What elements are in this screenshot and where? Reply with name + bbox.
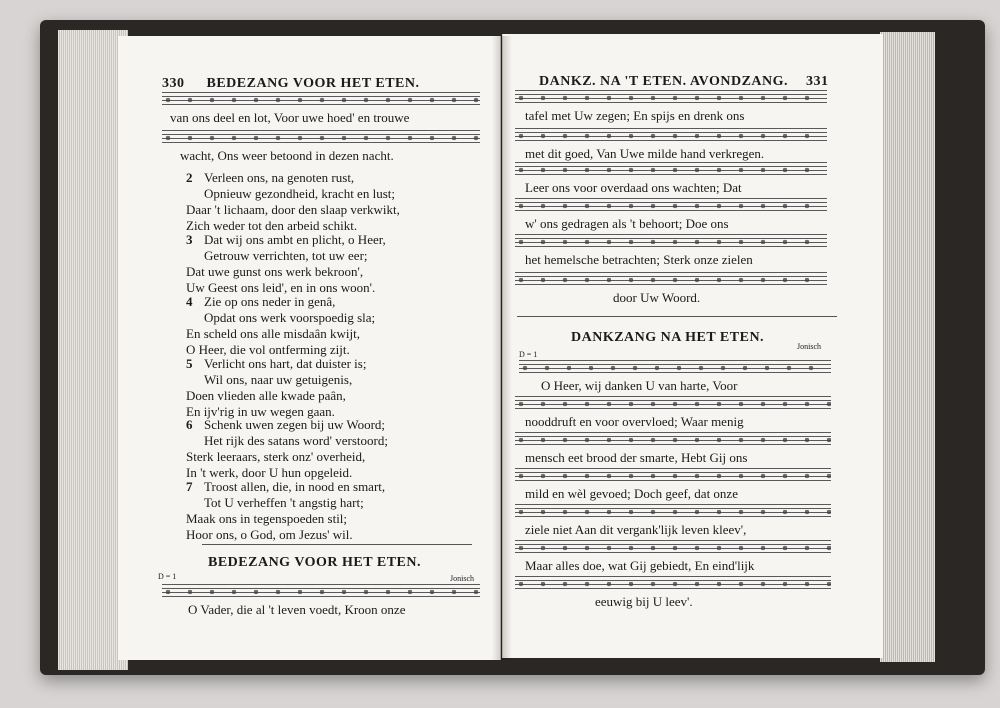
music-staff	[515, 396, 831, 412]
section-title: BEDEZANG VOOR HET ETEN.	[208, 555, 421, 570]
lyric-line: nooddruft en voor overvloed; Waar menig	[525, 414, 744, 429]
lyric-line: ziele niet Aan dit vergank'lijk leven kleev',	[525, 522, 747, 537]
music-staff	[162, 92, 480, 108]
divider	[517, 316, 837, 317]
right-header-title: DANKZ. NA 'T ETEN. AVONDZANG.	[539, 74, 789, 89]
book-gutter-shadow	[492, 36, 512, 660]
left-header-title: BEDEZANG VOOR HET ETEN.	[206, 76, 420, 91]
music-staff	[519, 360, 831, 376]
lyric-line: tafel met Uw zegen; En spijs en drenk ons	[525, 108, 745, 123]
music-staff	[515, 162, 827, 178]
key-signature: D = 1	[158, 572, 177, 581]
music-staff	[515, 90, 827, 106]
left-page-number: 330	[162, 76, 185, 91]
key-signature: D = 1	[519, 350, 538, 359]
right-header	[539, 74, 829, 90]
lyric-line: eeuwig bij U leev'.	[595, 594, 693, 609]
verse-3: 3 Dat wij ons ambt en plicht, o Heer, Getrouw verrichten, tot uw eer; Dat uwe gunst ons werk bekroon', Uw Geest ons leid', en in ons woon'.	[186, 232, 386, 295]
lyric-line: door Uw Woord.	[613, 290, 701, 305]
composer-label: Jonisch	[450, 574, 474, 583]
music-staff	[515, 540, 831, 556]
verse-5: 5 Verlicht ons hart, dat duister is; Wil ons, naar uw getuigenis, Doen vlieden alle kwade paân, En ijv'rig in uw wegen gaan.	[186, 356, 367, 419]
lyric-line: O Vader, die al 't leven voedt, Kroon onze	[188, 602, 406, 617]
music-staff	[515, 576, 831, 592]
music-staff	[162, 584, 480, 600]
lyric-line: mild en wèl gevoed; Doch geef, dat onze	[525, 486, 738, 501]
music-staff	[515, 128, 827, 144]
left-page	[118, 36, 501, 660]
lyric-line: O Heer, wij danken U van harte, Voor	[541, 378, 738, 393]
composer-label: Jonisch	[797, 342, 821, 351]
verse-6: 6 Schenk uwen zegen bij uw Woord; Het rijk des satans word' verstoord; Sterk leeraars, sterk onz' overheid, In 't werk, door U hun opgeleid.	[186, 417, 388, 480]
lyric-line: Maar alles doe, wat Gij gebiedt, En eind'lijk	[525, 558, 755, 573]
page-edges-right	[880, 32, 935, 662]
divider	[202, 544, 472, 545]
left-header	[162, 76, 419, 92]
lyric-line: van ons deel en lot, Voor uwe hoed' en trouwe	[170, 110, 410, 125]
lyric-line: w' ons gedragen als 't behoort; Doe ons	[525, 216, 729, 231]
music-staff	[515, 272, 827, 288]
right-page-number: 331	[806, 74, 829, 89]
music-staff	[515, 504, 831, 520]
verse-2: 2 Verleen ons, na genoten rust, Opnieuw gezondheid, kracht en lust; Daar 't lichaam, door den slaap verkwikt, Zich weder tot den arbeid schikt.	[186, 170, 400, 233]
music-staff	[162, 130, 480, 146]
lyric-line: het hemelsche betrachten; Sterk onze zielen	[525, 252, 753, 267]
lyric-line: mensch eet brood der smarte, Hebt Gij ons	[525, 450, 748, 465]
music-staff	[515, 234, 827, 250]
verse-7: 7 Troost allen, die, in nood en smart, Tot U verheffen 't angstig hart; Maak ons in tegenspoeden stil; Hoor ons, o God, om Jezus' wil.	[186, 479, 386, 542]
lyric-line: met dit goed, Van Uwe milde hand verkregen.	[525, 146, 765, 161]
right-page	[502, 34, 883, 658]
music-staff	[515, 432, 831, 448]
section-title: DANKZANG NA HET ETEN.	[571, 330, 765, 345]
lyric-line: wacht, Ons weer betoond in dezen nacht.	[180, 148, 394, 163]
music-staff	[515, 468, 831, 484]
verse-4: 4 Zie op ons neder in genâ, Opdat ons werk voorspoedig sla; En scheld ons alle misdaân kwijt, O Heer, die vol ontferming zijt.	[186, 294, 376, 357]
music-staff	[515, 198, 827, 214]
lyric-line: Leer ons voor overdaad ons wachten; Dat	[525, 180, 742, 195]
